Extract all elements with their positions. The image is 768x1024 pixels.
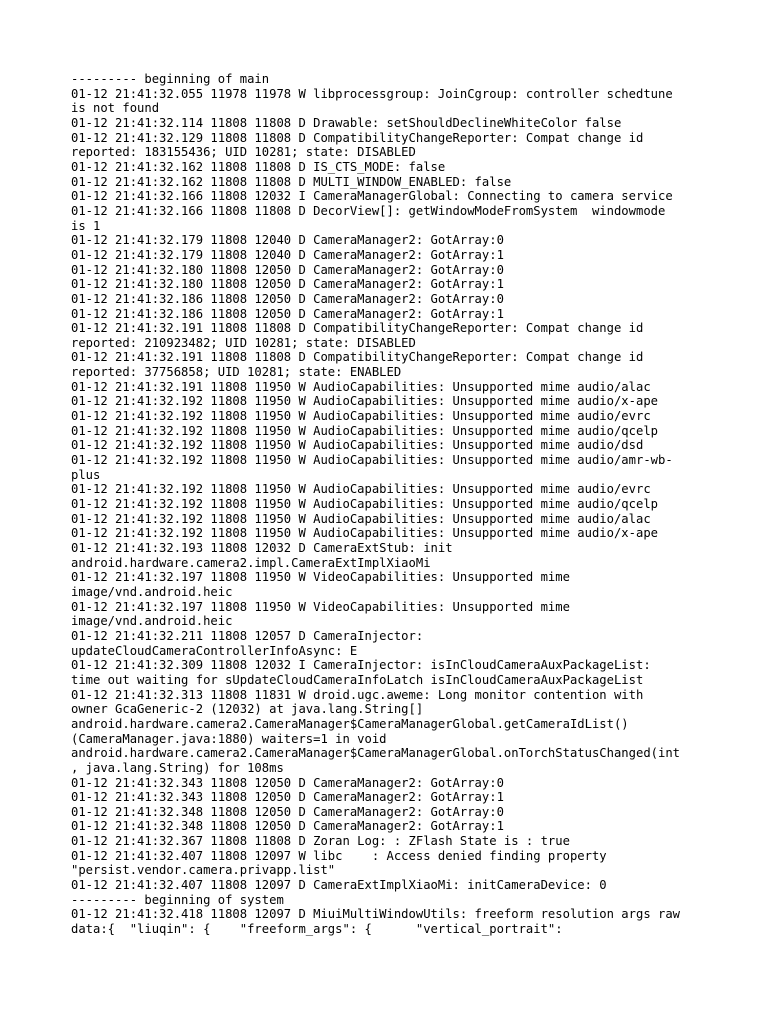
log-line: 01-12 21:41:32.166 11808 11808 D DecorView[]: getWindowModeFromSystem windowmode <box>71 203 666 218</box>
log-line: 01-12 21:41:32.192 11808 11950 W AudioCapabilities: Unsupported mime audio/qcelp <box>71 497 658 512</box>
log-line: 01-12 21:41:32.313 11808 11831 W droid.ugc.aweme: Long monitor contention with <box>71 687 644 702</box>
log-line: 01-12 21:41:32.348 11808 12050 D CameraManager2: GotArray:0 <box>71 804 504 819</box>
log-line: 01-12 21:41:32.192 11808 11950 W AudioCapabilities: Unsupported mime audio/dsd <box>71 438 644 453</box>
log-line: 01-12 21:41:32.180 11808 12050 D CameraManager2: GotArray:0 <box>71 262 504 277</box>
log-line: updateCloudCameraControllerInfoAsync: E <box>71 643 358 658</box>
log-line: 01-12 21:41:32.055 11978 11978 W libprocessgroup: JoinCgroup: controller schedtune <box>71 86 673 101</box>
log-line: image/vnd.android.heic <box>71 584 233 599</box>
log-line: 01-12 21:41:32.192 11808 11950 W AudioCapabilities: Unsupported mime audio/qcelp <box>71 423 658 438</box>
log-line: --------- beginning of main <box>71 72 270 86</box>
log-line: 01-12 21:41:32.114 11808 11808 D Drawable: setShouldDeclineWhiteColor false <box>71 115 622 130</box>
log-line: 01-12 21:41:32.162 11808 11808 D MULTI_WINDOW_ENABLED: false <box>71 174 512 189</box>
log-line: android.hardware.camera2.CameraManager$CameraManagerGlobal.getCameraIdList() <box>71 716 629 731</box>
log-line: --------- beginning of system <box>71 892 284 907</box>
log-line: 01-12 21:41:32.192 11808 11950 W AudioCapabilities: Unsupported mime audio/x-ape <box>71 394 658 409</box>
log-line: 01-12 21:41:32.407 11808 12097 W libc : Access denied finding property <box>71 848 607 863</box>
log-line: 01-12 21:41:32.367 11808 11808 D Zoran Log: : ZFlash State is : true <box>71 834 570 849</box>
log-line: 01-12 21:41:32.186 11808 12050 D CameraManager2: GotArray:0 <box>71 291 504 306</box>
log-line: 01-12 21:41:32.129 11808 11808 D CompatibilityChangeReporter: Compat change id <box>71 130 644 145</box>
log-line: (CameraManager.java:1880) waiters=1 in void <box>71 731 387 746</box>
log-line: 01-12 21:41:32.192 11808 11950 W AudioCapabilities: Unsupported mime audio/evrc <box>71 482 651 497</box>
log-line: "persist.vendor.camera.privapp.list" <box>71 863 336 878</box>
log-line: 01-12 21:41:32.309 11808 12032 I CameraInjector: isInCloudCameraAuxPackageList: <box>71 658 651 673</box>
log-line: reported: 210923482; UID 10281; state: DISABLED <box>71 335 416 350</box>
log-line: 01-12 21:41:32.180 11808 12050 D CameraManager2: GotArray:1 <box>71 277 504 292</box>
log-line: 01-12 21:41:32.192 11808 11950 W AudioCapabilities: Unsupported mime audio/evrc <box>71 409 651 424</box>
log-line: is 1 <box>71 218 101 233</box>
log-line: 01-12 21:41:32.197 11808 11950 W VideoCapabilities: Unsupported mime <box>71 599 570 614</box>
log-line: reported: 37756858; UID 10281; state: ENABLED <box>71 365 402 380</box>
log-line: plus <box>71 467 101 482</box>
log-line: owner GcaGeneric-2 (12032) at java.lang.String[] <box>71 702 424 717</box>
log-line: 01-12 21:41:32.162 11808 11808 D IS_CTS_MODE: false <box>71 159 446 174</box>
log-line: 01-12 21:41:32.193 11808 12032 D CameraExtStub: init <box>71 541 453 555</box>
log-line: 01-12 21:41:32.192 11808 11950 W AudioCapabilities: Unsupported mime audio/amr-wb- <box>71 453 673 468</box>
log-line: 01-12 21:41:32.179 11808 12040 D CameraManager2: GotArray:1 <box>71 247 504 262</box>
log-line: 01-12 21:41:32.418 11808 12097 D MiuiMultiWindowUtils: freeform resolution args raw <box>71 907 681 922</box>
log-line: , java.lang.String) for 108ms <box>71 760 284 775</box>
log-line: 01-12 21:41:32.191 11808 11950 W AudioCapabilities: Unsupported mime audio/alac <box>71 379 651 394</box>
log-line: 01-12 21:41:32.192 11808 11950 W AudioCapabilities: Unsupported mime audio/alac <box>71 511 651 526</box>
log-line: 01-12 21:41:32.186 11808 12050 D CameraManager2: GotArray:1 <box>71 306 504 321</box>
log-line: time out waiting for sUpdateCloudCameraInfoLatch isInCloudCameraAuxPackageList <box>71 672 644 687</box>
log-line: 01-12 21:41:32.343 11808 12050 D CameraManager2: GotArray:1 <box>71 790 504 805</box>
log-line: 01-12 21:41:32.407 11808 12097 D CameraExtImplXiaoMi: initCameraDevice: 0 <box>71 878 607 893</box>
log-line: 01-12 21:41:32.179 11808 12040 D CameraManager2: GotArray:0 <box>71 233 504 248</box>
log-line: 01-12 21:41:32.343 11808 12050 D CameraManager2: GotArray:0 <box>71 775 504 790</box>
log-line: android.hardware.camera2.impl.CameraExtImplXiaoMi <box>71 555 431 570</box>
log-line: 01-12 21:41:32.192 11808 11950 W AudioCapabilities: Unsupported mime audio/x-ape <box>71 526 658 541</box>
log-line: reported: 183155436; UID 10281; state: DISABLED <box>71 145 416 160</box>
log-line: 01-12 21:41:32.191 11808 11808 D CompatibilityChangeReporter: Compat change id <box>71 350 644 365</box>
log-line: 01-12 21:41:32.211 11808 12057 D CameraInjector: <box>71 628 424 643</box>
log-line: 01-12 21:41:32.197 11808 11950 W VideoCapabilities: Unsupported mime <box>71 570 570 585</box>
log-line: data:{ "liuqin": { "freeform_args": { "vertical_portrait": <box>71 922 563 937</box>
log-line: 01-12 21:41:32.348 11808 12050 D CameraManager2: GotArray:1 <box>71 819 504 834</box>
log-document <box>71 72 701 937</box>
log-line: 01-12 21:41:32.166 11808 12032 I CameraManagerGlobal: Connecting to camera service <box>71 189 673 204</box>
log-line: android.hardware.camera2.CameraManager$CameraManagerGlobal.onTorchStatusChanged(int <box>71 746 681 761</box>
log-line: image/vnd.android.heic <box>71 614 233 629</box>
log-line: 01-12 21:41:32.191 11808 11808 D CompatibilityChangeReporter: Compat change id <box>71 321 644 336</box>
log-line: is not found <box>71 101 160 116</box>
